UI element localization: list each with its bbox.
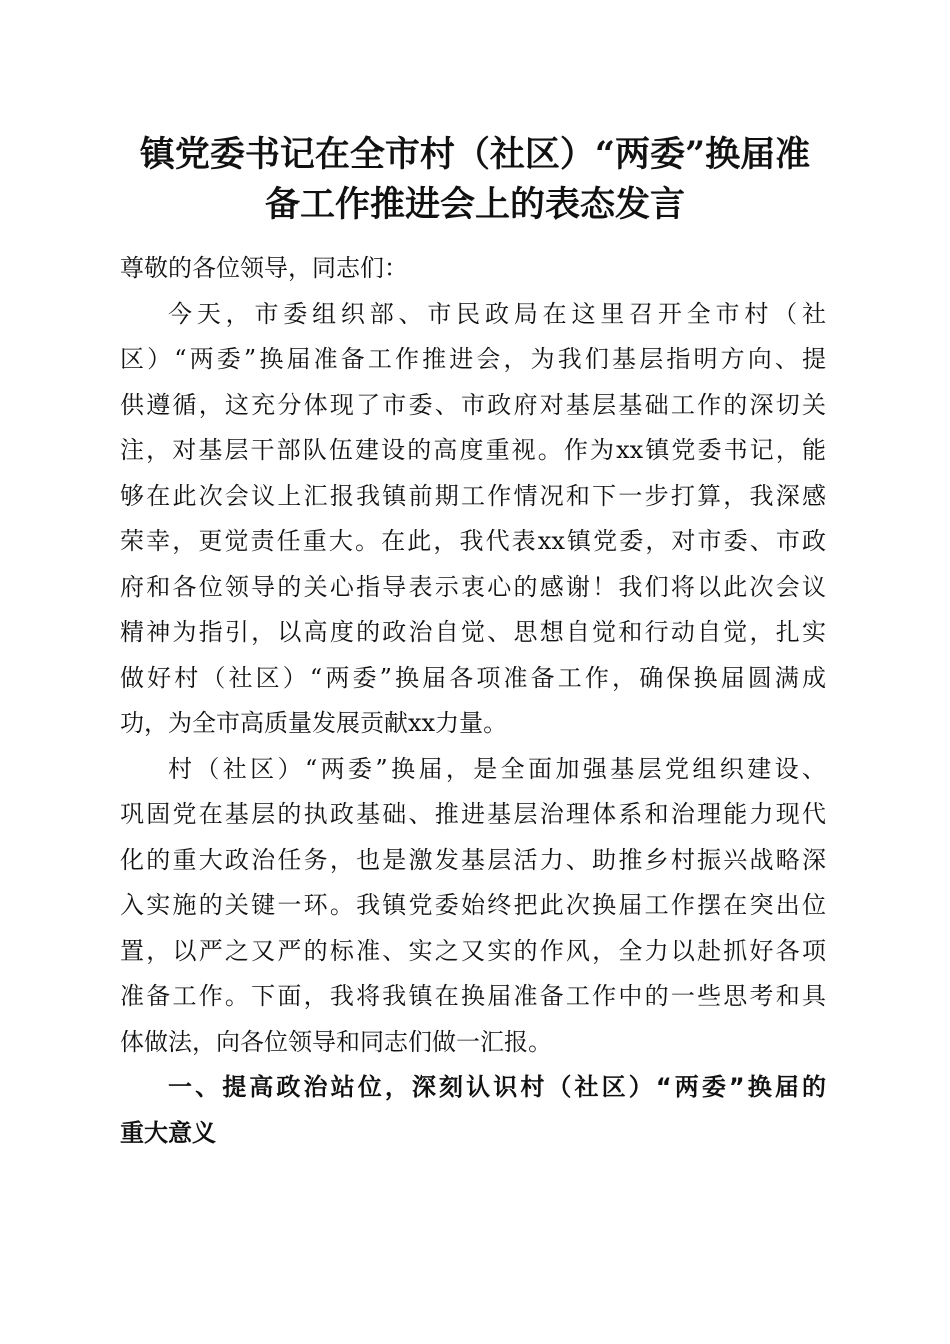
paragraph-line: 够在此次会议上汇报我镇前期工作情况和下一步打算，我深感 (120, 481, 826, 510)
paragraph-2 (120, 747, 826, 1066)
title-line-2: 备工作推进会上的表态发言 (264, 184, 685, 225)
paragraph-line: 注，对基层干部队伍建设的高度重视。作为xx镇党委书记，能 (120, 436, 826, 464)
paragraph-line: 功，为全市高质量发展贡献xx力量。 (120, 709, 508, 737)
section-heading-line-2: 重大意义 (120, 1118, 216, 1147)
paragraph-line: 置，以严之又严的标准、实之又实的作风，全力以赴抓好各项 (120, 936, 826, 965)
paragraph-line: 入实施的关键一环。我镇党委始终把此次换届工作摆在突出位 (120, 891, 826, 919)
paragraph-1 (120, 292, 826, 747)
paragraph-line: 荣幸，更觉责任重大。在此，我代表xx镇党委，对市委、市政 (120, 527, 826, 555)
paragraph-line: 做好村（社区）“两委”换届各项准备工作，确保换届圆满成 (120, 663, 826, 692)
paragraph-line: 准备工作。下面，我将我镇在换届准备工作中的一些思考和具 (120, 982, 826, 1010)
section-heading (120, 1065, 826, 1156)
paragraph-line: 精神为指引，以高度的政治自觉、思想自觉和行动自觉，扎实 (120, 618, 826, 646)
title-line-1: 镇党委书记在全市村（社区）“两委”换届准 (139, 134, 811, 175)
salutation: 尊敬的各位领导，同志们： (120, 254, 408, 282)
paragraph-line: 区）“两委”换届准备工作推进会，为我们基层指明方向、提 (120, 345, 826, 373)
section-heading-line-1: 一、提高政治站位，深刻认识村（社区）“两委”换届的 (168, 1073, 826, 1101)
document-body (120, 246, 826, 1156)
document-title (100, 130, 850, 230)
paragraph-line: 巩固党在基层的执政基础、推进基层治理体系和治理能力现代 (120, 800, 826, 828)
paragraph-line: 今天，市委组织部、市民政局在这里召开全市村（社 (168, 299, 826, 328)
paragraph-line: 供遵循，这充分体现了市委、市政府对基层基础工作的深切关 (120, 390, 826, 419)
paragraph-line: 体做法，向各位领导和同志们做一汇报。 (120, 1027, 552, 1056)
paragraph-line: 化的重大政治任务，也是激发基层活力、助推乡村振兴战略深 (120, 845, 826, 874)
paragraph-line: 府和各位领导的关心指导表示衷心的感谢！我们将以此次会议 (120, 572, 826, 601)
paragraph-line: 村（社区）“两委”换届，是全面加强基层党组织建设、 (168, 754, 826, 783)
